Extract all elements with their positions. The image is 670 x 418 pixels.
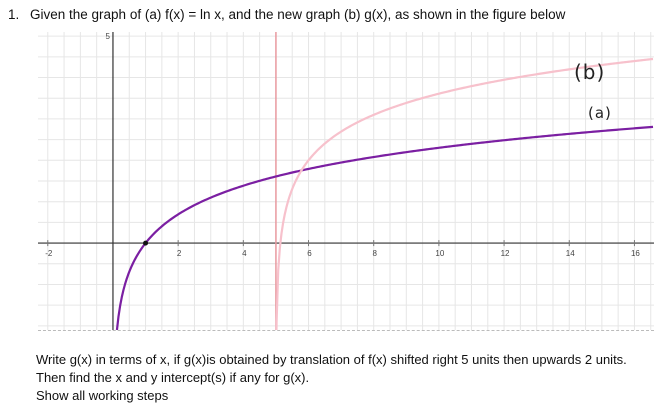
x-tick-label: -2	[45, 249, 53, 259]
x-tick-label: 8	[372, 249, 377, 259]
task-text	[36, 351, 666, 405]
graph-svg	[38, 32, 654, 330]
task-line-1: Write g(x) in terms of x, if g(x)is obtained by translation of f(x) shifted right 5 units then upwards 2 units.	[36, 352, 627, 367]
curve-a	[117, 127, 653, 330]
graph-figure	[38, 32, 654, 331]
question-body: Given the graph of (a) f(x) = ln x, and the new graph (b) g(x), as shown in the figure below	[30, 7, 566, 22]
x-tick-label: 6	[307, 249, 312, 259]
task-line-3: Show all working steps	[36, 388, 169, 403]
task-line-2: Then find the x and y intercept(s) if any for g(x).	[36, 370, 310, 385]
label-a: (a)	[588, 104, 612, 122]
x-tick-label: 4	[242, 249, 247, 259]
x-tick-label: 10	[435, 249, 445, 259]
question-number: 1.	[8, 7, 20, 22]
intercept-point	[143, 241, 148, 246]
x-tick-label: 2	[176, 249, 182, 259]
x-tick-label: 14	[565, 249, 575, 259]
question-text	[8, 6, 658, 24]
label-b: (b)	[574, 60, 606, 84]
x-tick-label: 16	[630, 249, 640, 259]
y-tick-label: 5	[105, 32, 110, 42]
curve-b	[276, 59, 653, 330]
x-tick-label: 12	[500, 249, 510, 259]
